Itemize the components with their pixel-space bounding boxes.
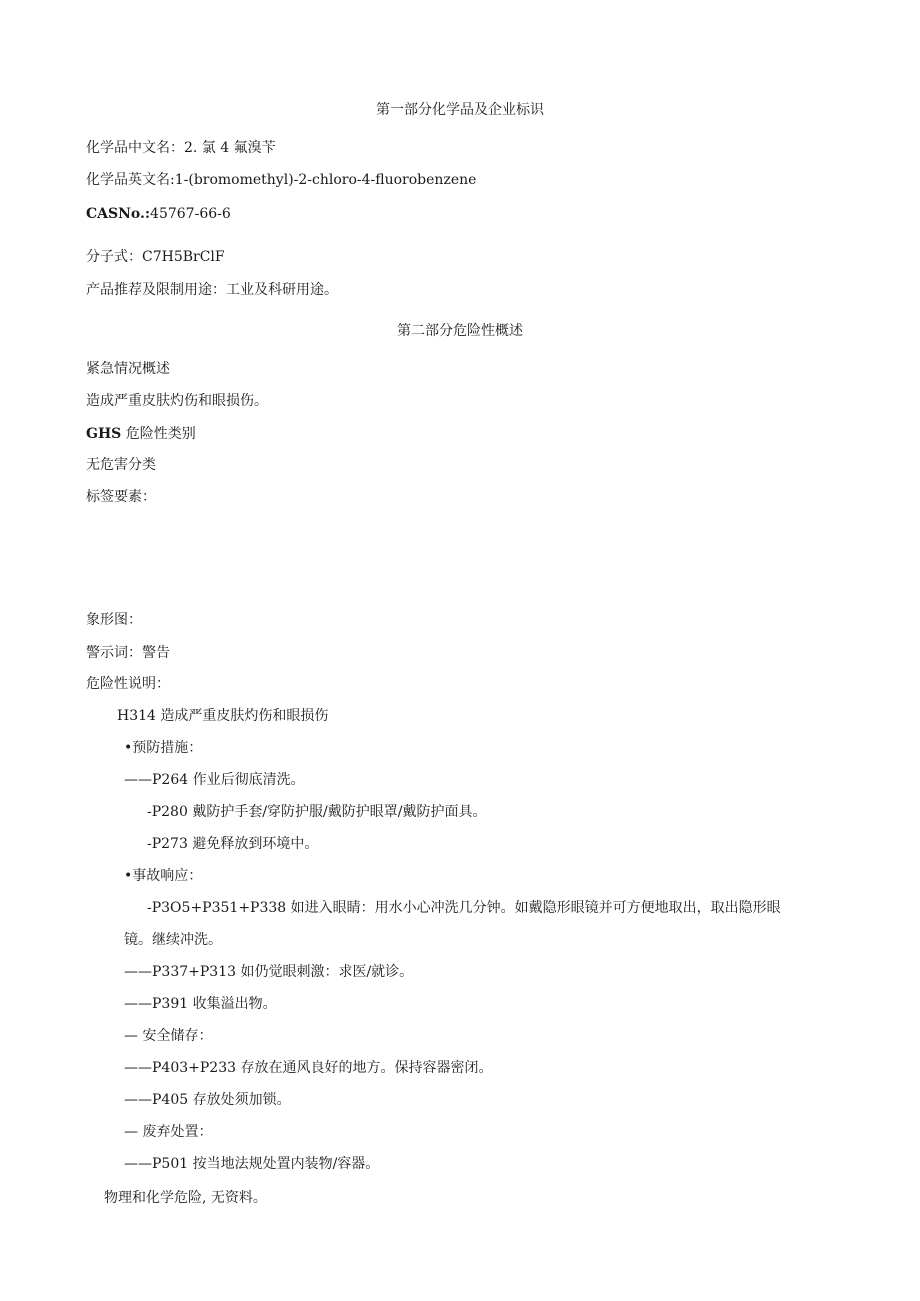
response-title: •事故响应：: [124, 868, 203, 884]
molecular-formula: 分子式：C7H5BrClF: [86, 249, 225, 265]
prevention-title: •预防措施：: [124, 740, 203, 756]
part1-heading: 第一部分化学品及企业标识: [376, 102, 544, 118]
ghs-hazard-category: [86, 425, 196, 443]
chemical-chinese-name: 化学品中文名：2. 氯 4 氟溴苄: [86, 140, 276, 156]
ghs-category-label: 危险性类别: [121, 426, 196, 442]
recommended-usage: 产品推荐及限制用途：工业及科研用途。: [86, 282, 338, 298]
hazard-statement-label: 危险性说明：: [86, 676, 170, 692]
disposal-title: — 废弃处置：: [124, 1124, 213, 1140]
precaution-p337: ——P337+P313 如仍觉眼刺激：求医/就诊。: [124, 964, 414, 980]
storage-title: — 安全储存：: [124, 1028, 213, 1044]
cas-number: [86, 205, 231, 223]
emergency-overview-title: 紧急情况概述: [86, 361, 170, 377]
precaution-p391: ——P391 收集溢出物。: [124, 996, 277, 1012]
ghs-label: GHS: [86, 426, 122, 442]
hazard-statement-h314: H314 造成严重皮肤灼伤和眼损伤: [117, 708, 329, 724]
precaution-p405: ——P405 存放处须加锁。: [124, 1092, 291, 1108]
physical-chemical-hazards: 物理和化学危险, 无资料。: [104, 1190, 267, 1206]
cas-value: 45767-66-6: [150, 206, 231, 222]
cas-label: CASNo.:: [86, 206, 151, 222]
precaution-p501: ——P501 按当地法规处置内装物/容器。: [124, 1156, 380, 1172]
precaution-p273: -P273 避免释放到环境中。: [147, 836, 319, 852]
signal-word: 警示词：警告: [86, 645, 170, 661]
precaution-p305-line2: 镜。继续冲洗。: [124, 932, 222, 948]
label-elements: 标签要素：: [86, 489, 156, 505]
precaution-p305-line1: -P3O5+P351+P338 如进入眼睛：用水小心冲洗几分钟。如戴隐形眼镜并可方便地取出，取出隐形眼: [147, 900, 781, 916]
pictogram-label: 象形图：: [86, 612, 142, 628]
emergency-overview-text: 造成严重皮肤灼伤和眼损伤。: [86, 393, 268, 409]
ghs-classification-value: 无危害分类: [86, 457, 156, 473]
part2-heading: 第二部分危险性概述: [397, 323, 523, 339]
precaution-p264: ——P264 作业后彻底清洗。: [124, 772, 305, 788]
chemical-english-name: 化学品英文名:1-(bromomethyl)-2-chloro-4-fluorobenzene: [86, 172, 477, 188]
precaution-p280: -P280 戴防护手套/穿防护服/戴防护眼罩/戴防护面具。: [147, 804, 487, 820]
precaution-p403: ——P403+P233 存放在通风良好的地方。保持容器密闭。: [124, 1060, 493, 1076]
